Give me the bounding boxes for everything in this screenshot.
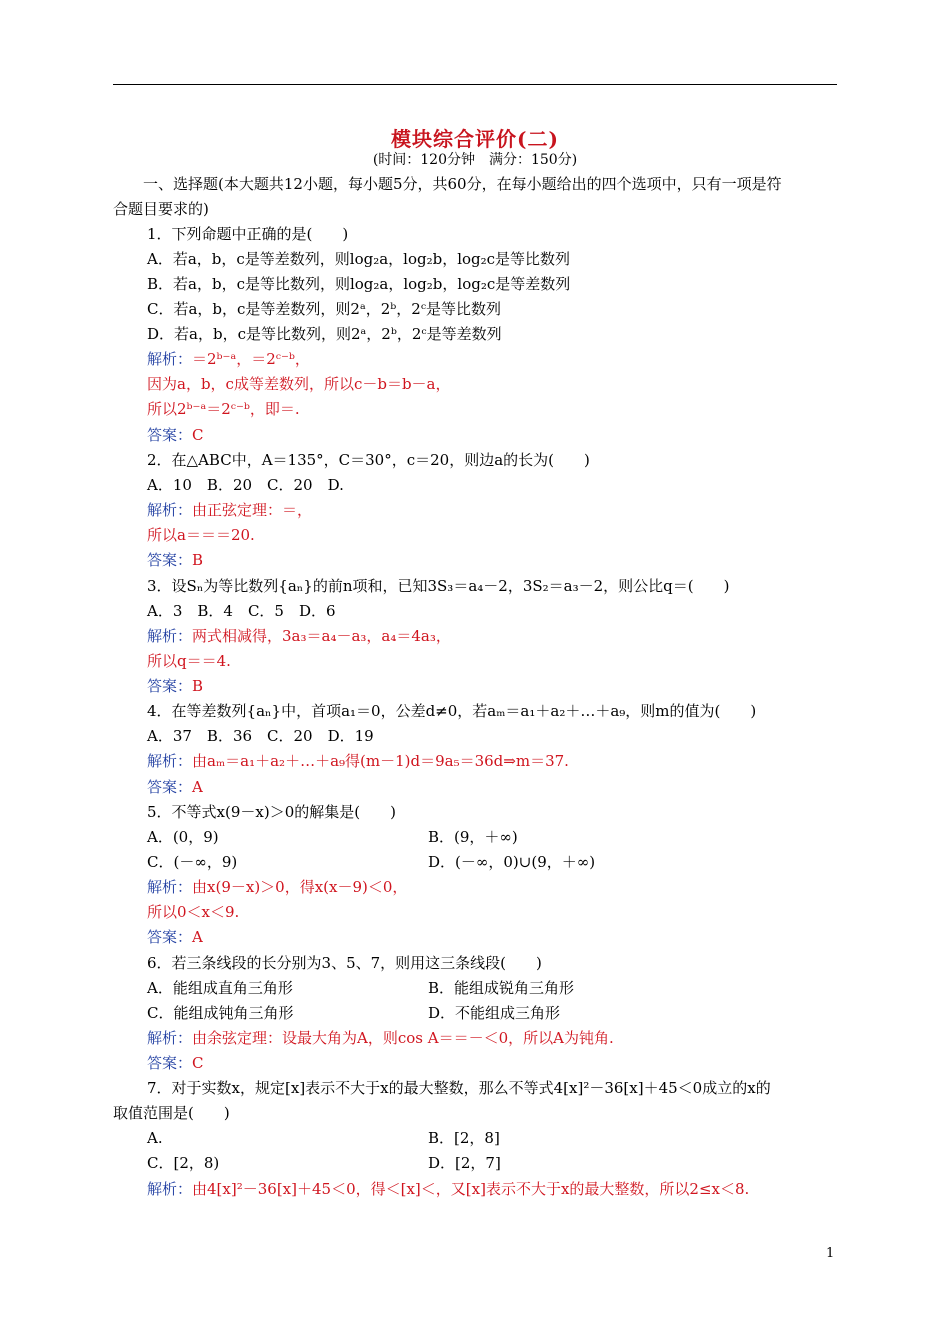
question-5-option-c: C．(－∞，9) (147, 853, 238, 871)
question-7-option-a: A. (147, 1129, 163, 1147)
analysis-text: 由aₘ＝a₁＋a₂＋…＋a₉得(m－1)d＝9a₅＝36d⇒m＝37. (192, 752, 569, 770)
question-7-stem-cont: 取值范围是( ) (113, 1104, 230, 1122)
question-5-answer (147, 927, 203, 947)
page-title: 模块综合评价(二) (391, 127, 559, 151)
question-5-option-d: D．(－∞，0)∪(9，＋∞) (428, 853, 596, 871)
question-5-stem: 5．不等式x(9－x)＞0的解集是( ) (147, 803, 396, 821)
analysis-text: 由余弦定理：设最大角为A，则cos A＝＝－＜0，所以A为钝角. (192, 1029, 614, 1047)
question-2-answer (147, 550, 203, 570)
question-3-answer (147, 676, 203, 696)
question-1-option-c: C．若a，b，c是等差数列，则2ᵃ，2ᵇ，2ᶜ是等比数列 (147, 300, 502, 318)
question-1-analysis-line3: 所以2ᵇ⁻ᵃ＝2ᶜ⁻ᵇ，即＝. (147, 400, 300, 418)
analysis-text: 由4[x]²－36[x]＋45＜0，得＜[x]＜，又[x]表示不大于x的最大整数，所以2≤x＜8. (192, 1180, 750, 1198)
analysis-label: 解析： (147, 752, 193, 770)
question-5-analysis-line2: 所以0＜x＜9. (147, 903, 240, 921)
analysis-text: 两式相减得，3a₃＝a₄－a₃，a₄＝4a₃， (192, 627, 451, 645)
question-1-option-a: A．若a，b，c是等差数列，则log₂a，log₂b，log₂c是等比数列 (147, 250, 571, 268)
question-1-answer (147, 425, 204, 445)
analysis-text: 由x(9－x)＞0，得x(x－9)＜0， (192, 878, 408, 896)
section-intro-cont: 合题目要求的) (113, 200, 209, 218)
question-1-option-b: B．若a，b，c是等比数列，则log₂a，log₂b，log₂c是等差数列 (147, 275, 571, 293)
answer-label: 答案： (147, 677, 193, 695)
header-rule (113, 84, 837, 85)
question-3-stem: 3．设Sₙ为等比数列{aₙ}的前n项和，已知3S₃＝a₄－2，3S₂＝a₃－2，则公比q＝( ) (147, 577, 730, 595)
question-1-analysis-line2: 因为a，b，c成等差数列，所以c－b＝b－a， (147, 375, 451, 393)
answer-label: 答案： (147, 928, 193, 946)
question-4-answer (147, 777, 203, 797)
answer-value: A (192, 928, 203, 946)
question-7-option-d: D．[2，7] (428, 1154, 501, 1172)
page-number: 1 (826, 1246, 835, 1261)
analysis-text: 由正弦定理：＝， (192, 501, 313, 519)
analysis-text: ＝2ᵇ⁻ᵃ，＝2ᶜ⁻ᵇ， (192, 350, 310, 368)
section-intro: 一、选择题(本大题共12小题，每小题5分，共60分，在每小题给出的四个选项中，只有一项是符 (113, 175, 782, 193)
answer-value: C (192, 426, 204, 444)
question-4-options: A．37 B．36 C．20 D．19 (147, 727, 374, 745)
question-6-option-b: B．能组成锐角三角形 (428, 979, 575, 997)
question-6-analysis (147, 1028, 614, 1048)
question-1-option-d: D．若a，b，c是等比数列，则2ᵃ，2ᵇ，2ᶜ是等差数列 (147, 325, 502, 343)
question-1-stem: 1．下列命题中正确的是( ) (147, 225, 349, 243)
question-7-option-b: B．[2，8] (428, 1129, 500, 1147)
question-5-option-b: B．(9，＋∞) (428, 828, 518, 846)
answer-value: B (192, 551, 204, 569)
question-5-analysis (147, 877, 407, 897)
analysis-label: 解析： (147, 878, 193, 896)
question-2-analysis (147, 500, 312, 520)
question-7-option-c: C．[2，8) (147, 1154, 220, 1172)
analysis-label: 解析： (147, 627, 193, 645)
question-2-stem: 2．在△ABC中，A＝135°，C＝30°，c＝20，则边a的长为( ) (147, 451, 590, 469)
analysis-label: 解析： (147, 1029, 193, 1047)
answer-label: 答案： (147, 778, 193, 796)
answer-label: 答案： (147, 426, 193, 444)
page-subtitle: (时间：120分钟 满分：150分) (372, 152, 578, 168)
answer-value: B (192, 677, 204, 695)
analysis-label: 解析： (147, 1180, 193, 1198)
question-1-analysis (147, 349, 310, 369)
question-3-analysis (147, 626, 451, 646)
answer-label: 答案： (147, 1054, 193, 1072)
question-6-stem: 6．若三条线段的长分别为3、5、7，则用这三条线段( ) (147, 954, 542, 972)
analysis-label: 解析： (147, 501, 193, 519)
question-3-analysis-line2: 所以q＝＝4. (147, 652, 231, 670)
question-3-options: A．3 B．4 C．5 D．6 (147, 602, 336, 620)
question-6-option-d: D．不能组成三角形 (428, 1004, 561, 1022)
question-4-analysis (147, 751, 569, 771)
analysis-label: 解析： (147, 350, 193, 368)
answer-label: 答案： (147, 551, 193, 569)
question-5-option-a: A．(0，9) (147, 828, 219, 846)
question-6-option-a: A．能组成直角三角形 (147, 979, 293, 997)
question-2-analysis-line2: 所以a＝＝＝20. (147, 526, 255, 544)
question-6-option-c: C．能组成钝角三角形 (147, 1004, 294, 1022)
answer-value: C (192, 1054, 204, 1072)
question-6-answer (147, 1053, 204, 1073)
question-7-analysis (147, 1179, 749, 1199)
question-2-options: A．10 B．20 C．20 D. (147, 476, 344, 494)
answer-value: A (192, 778, 203, 796)
question-4-stem: 4．在等差数列{aₙ}中，首项a₁＝0，公差d≠0，若aₘ＝a₁＋a₂＋…＋a₉，则m的值为( ) (147, 702, 757, 720)
question-7-stem: 7．对于实数x，规定[x]表示不大于x的最大整数，那么不等式4[x]²－36[x]＋45＜0成立的x的 (147, 1079, 771, 1097)
